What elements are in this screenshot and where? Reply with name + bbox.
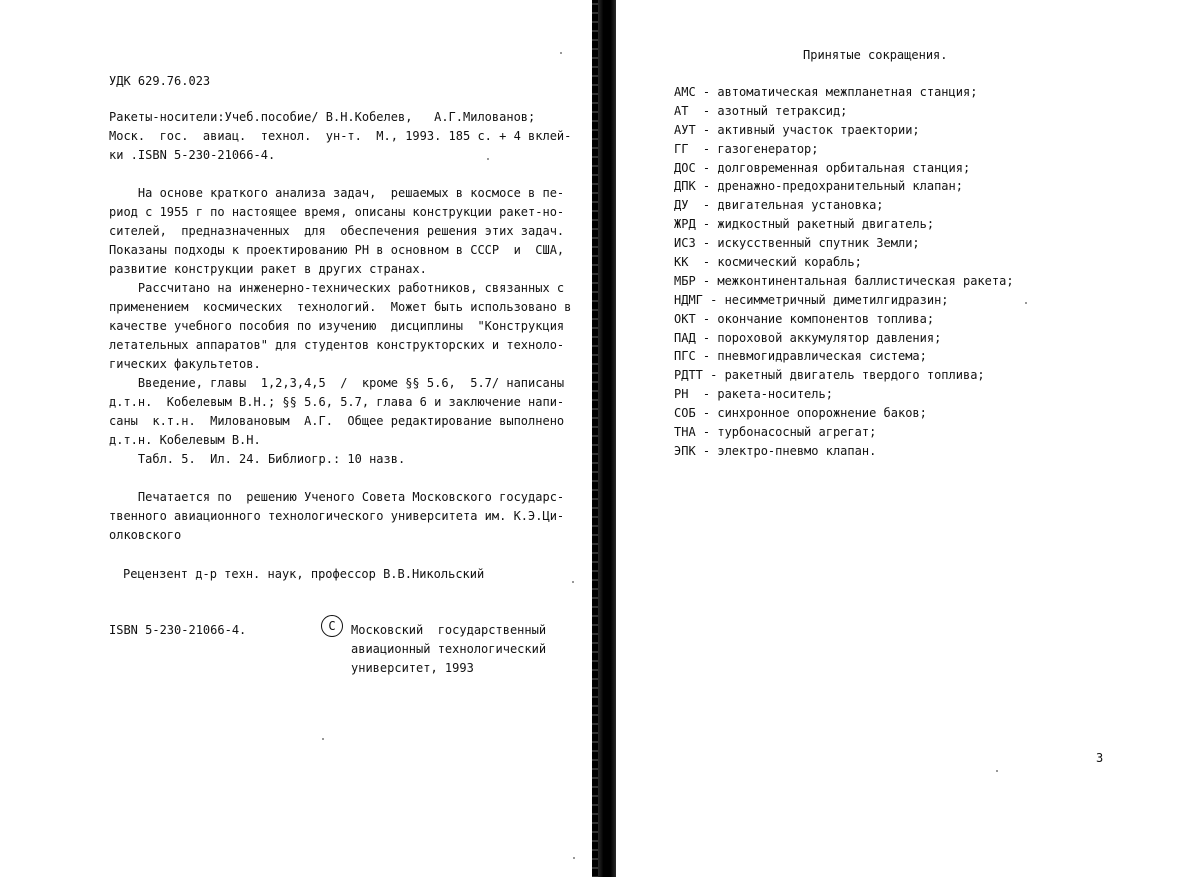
page-number: 3 xyxy=(1096,751,1104,765)
copyright-line-3: университет, 1993 xyxy=(351,661,474,675)
copyright-line-1: Московский государственный xyxy=(351,623,547,637)
abbreviation-item: ПГС - пневмогидравлическая система; xyxy=(674,349,927,364)
abbreviations-heading: Принятые сокращения. xyxy=(803,48,948,62)
abbreviations-list xyxy=(674,83,1014,461)
abbreviation-item: СОБ - синхронное опорожнение баков; xyxy=(674,406,927,421)
abstract-line: Рассчитано на инженерно-технических работников, связанных с xyxy=(109,281,565,295)
abstract-line: гических факультетов. xyxy=(109,357,261,371)
scan-speck xyxy=(560,52,562,54)
scan-speck xyxy=(572,581,574,583)
copyright-line-2: авиационный технологический xyxy=(351,642,547,656)
abstract-line: развитие конструкции ракет в других странах. xyxy=(109,262,427,276)
abstract-line: Введение, главы 1,2,3,4,5 / кроме §§ 5.6, 5.7/ написаны xyxy=(109,376,565,390)
scan-speck xyxy=(996,770,998,772)
left-page xyxy=(0,0,598,877)
isbn-line: ISBN 5-230-21066-4. xyxy=(109,623,247,637)
reviewer-line: Рецензент д-р техн. наук, профессор В.В.Никольский xyxy=(123,567,485,581)
abbreviation-item: ДУ - двигательная установка; xyxy=(674,198,884,213)
abbreviation-item: МБР - межконтинентальная баллистическая ракета; xyxy=(674,273,1014,288)
abbreviation-item: ГГ - газогенератор; xyxy=(674,141,819,156)
book-spine-gutter xyxy=(598,0,616,877)
abbreviation-item: ОКТ - окончание компонентов топлива; xyxy=(674,311,935,326)
abbreviation-item: ТНА - турбонасосный агрегат; xyxy=(674,425,877,440)
abbreviation-item: АТ - азотный тетраксид; xyxy=(674,103,848,118)
abstract-line: д.т.н. Кобелевым В.Н. xyxy=(109,433,261,447)
scan-speck xyxy=(322,738,324,740)
copyright-circle-icon: C xyxy=(321,615,343,637)
abbreviation-item: КК - космический корабль; xyxy=(674,255,862,270)
abstract-line: саны к.т.н. Миловановым А.Г. Общее редактирование выполнено xyxy=(109,414,565,428)
publish-note-line: твенного авиационного технологического университета им. К.Э.Ци- xyxy=(109,509,565,523)
abstract-line: качестве учебного пособия по изучению дисциплины "Конструкция xyxy=(109,319,565,333)
abbreviation-item: АМС - автоматическая межпланетная станция; xyxy=(674,85,978,99)
scan-speck xyxy=(487,158,489,160)
scan-speck xyxy=(573,857,575,859)
abbreviation-item: ПАД - пороховой аккумулятор давления; xyxy=(674,330,942,345)
abstract-line: Показаны подходы к проектированию РН в основном в СССР и США, xyxy=(109,243,565,257)
abbreviation-item: АУТ - активный участок траектории; xyxy=(674,122,920,137)
abbreviation-item: ЭПК - электро-пневмо клапан. xyxy=(674,443,877,458)
abstract-line: На основе краткого анализа задач, решаемых в космосе в пе- xyxy=(109,186,565,200)
abstract-line: применением космических технологий. Может быть использовано в xyxy=(109,300,572,314)
right-page xyxy=(616,0,1200,877)
abbreviation-item: ДОС - долговременная орбитальная станция; xyxy=(674,160,971,175)
abstract-line: летательных аппаратов" для студентов конструкторских и техноло- xyxy=(109,338,565,352)
abbreviation-item: РДТТ - ракетный двигатель твердого топлива; xyxy=(674,368,985,383)
abstract-line: сителей, предназначенных для обеспечения решения этих задач. xyxy=(109,224,565,238)
scan-speck xyxy=(1025,302,1027,304)
citation-line-2: Моск. гос. авиац. технол. ун-т. М., 1993. 185 с. + 4 вклей- xyxy=(109,129,572,143)
publish-note-line: Печатается по решению Ученого Совета Московского государс- xyxy=(109,490,565,504)
abbreviation-item: ЖРД - жидкостный ракетный двигатель; xyxy=(674,217,935,232)
citation-line-3: ки .ISBN 5-230-21066-4. xyxy=(109,148,276,162)
abstract-line: Табл. 5. Ил. 24. Библиогр.: 10 назв. xyxy=(109,452,406,466)
abbreviation-item: ИСЗ - искусственный спутник Земли; xyxy=(674,236,920,251)
abbreviation-item: НДМГ - несимметричный диметилгидразин; xyxy=(674,292,949,307)
udc-code: УДК 629.76.023 xyxy=(109,74,211,88)
abbreviation-item: ДПК - дренажно-предохранительный клапан; xyxy=(674,179,963,194)
citation-line-1: Ракеты-носители:Учеб.пособие/ В.Н.Кобелев, А.Г.Милованов; xyxy=(109,110,536,124)
abstract-line: риод с 1955 г по настоящее время, описаны конструкции ракет-но- xyxy=(109,205,565,219)
publish-note-line: олковского xyxy=(109,528,182,542)
abbreviation-item: РН - ракета-носитель; xyxy=(674,387,833,402)
abstract-line: д.т.н. Кобелевым В.Н.; §§ 5.6, 5.7, глава 6 и заключение напи- xyxy=(109,395,565,409)
